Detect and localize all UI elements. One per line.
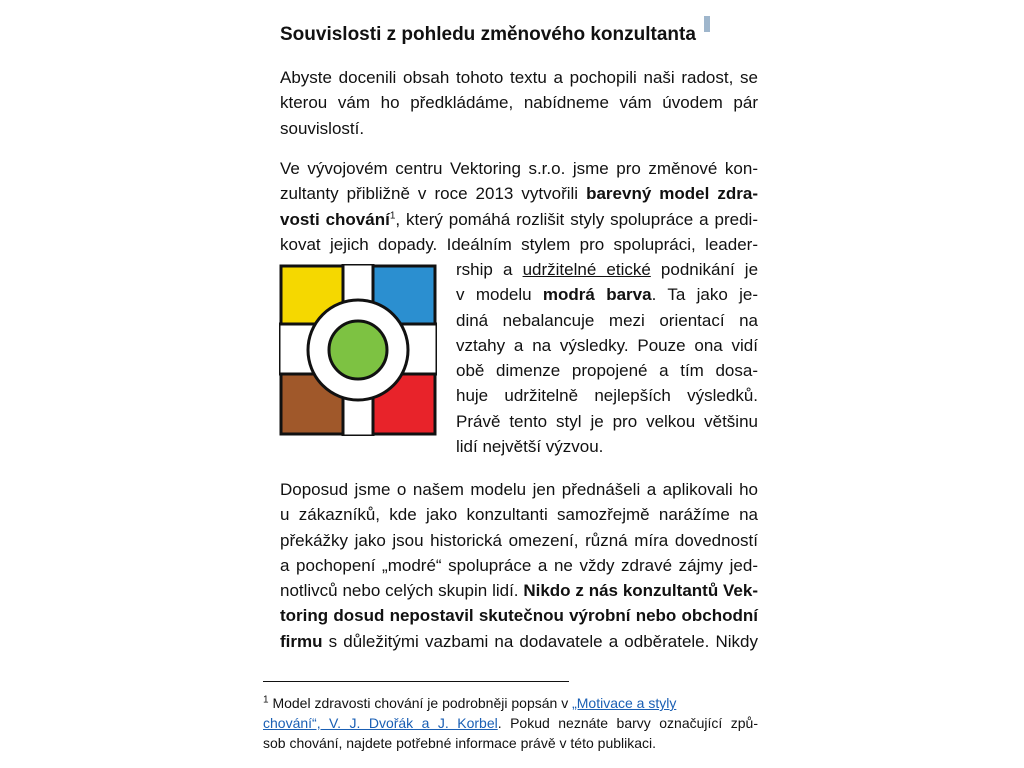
intro-line: souvislostí. — [280, 118, 365, 138]
intro-line: kterou vám ho předkládáme, nabídneme vám úvodem pár — [280, 93, 758, 113]
intro-line: Abyste docenili obsah tohoto textu a pochopili naši radost, se — [280, 68, 758, 87]
history-paragraph — [280, 477, 758, 654]
paragraph-line: u zákazníků, kde jako konzultanti samozřejmě narážíme na — [280, 505, 758, 525]
bold-term: firmu — [280, 631, 323, 651]
footnote-line: chování“, V. J. Dvořák a J. Korbel. Pokud neznáte barvy označující způ- — [263, 715, 758, 731]
paragraph-line: a pochopení „modré“ spolupráce a ne vždy zdravé zájmy jed- — [280, 555, 758, 575]
logo-green-center — [329, 321, 387, 379]
publication-link[interactable]: „Motivace a styly — [572, 695, 677, 711]
underlined-term: udržitelné etické — [522, 260, 651, 279]
footnote-separator — [263, 681, 569, 682]
bold-term: modrá barva — [542, 285, 652, 305]
paragraph-line: lidí největší výzvou. — [456, 437, 604, 457]
paragraph-line: zultanty přibližně v roce 2013 vytvořili barevný model zdra- — [280, 184, 758, 204]
footnote-line: $^1$ Model zdravosti chování je podrobněji popsán v „Motivace a styly — [263, 694, 677, 711]
wrapped-paragraph — [456, 257, 758, 459]
paragraph-line: notlivců nebo celých skupin lidí. Nikdo z nás konzultantů Vek- — [280, 581, 758, 601]
paragraph-line: rship a udržitelné etické podnikání je — [456, 260, 759, 279]
paragraph-line: diná nebalancuje mezi orientací na — [456, 310, 758, 330]
model-paragraph — [280, 156, 758, 257]
intro-paragraph — [280, 65, 758, 141]
paragraph-line: Ve vývojovém centru Vektoring s.r.o. jsme pro změnové kon- — [280, 159, 758, 178]
footnote-ref[interactable]: 1 — [389, 209, 396, 221]
footnote — [263, 693, 758, 753]
page-title: Souvislosti z pohledu změnového konzultanta — [280, 24, 696, 45]
paragraph-line: v modelu modrá barva. Ta jako je- — [456, 285, 759, 305]
footnote-line: sob chování, najdete potřebné informace právě v této publikaci. — [263, 735, 657, 751]
paragraph-line: kovat jejich dopady. Ideálním stylem pro spolupráci, leader- — [280, 234, 758, 254]
paragraph-line: firmu s důležitými vazbami na dodavatele a odběratele. Nikdy — [280, 631, 758, 651]
bold-term: barevný model zdra- — [586, 184, 758, 204]
footnote-mark: 1 — [263, 694, 269, 706]
paragraph-line: huje udržitelně nejlepších výsledků. — [456, 386, 758, 406]
paragraph-line: Doposud jsme o našem modelu jen přednášeli a aplikovali ho — [280, 480, 758, 499]
paragraph-line: obě dimenze propojené a tím dosa- — [456, 361, 758, 381]
paragraph-line: vztahy a na výsledky. Pouze ona vidí — [456, 335, 758, 355]
paragraph-line: Právě tento styl je pro velkou většinu — [456, 411, 758, 431]
publication-link[interactable]: chování“, V. J. Dvořák a J. Korbel — [263, 715, 498, 731]
color-model-logo — [279, 264, 437, 436]
bold-term: Nikdo z nás konzultantů Vek- — [523, 581, 758, 601]
paragraph-line: toring dosud nepostavil skutečnou výrobní nebo obchodní — [280, 606, 758, 626]
bold-term: vosti chování — [280, 209, 390, 229]
paragraph-line: překážky jako jsou historická omezení, různá míra dovedností — [280, 530, 758, 550]
margin-marker — [704, 16, 710, 32]
paragraph-line: vosti chování$^1$, který pomáhá rozlišit styly spolupráce a predi- — [280, 209, 758, 229]
